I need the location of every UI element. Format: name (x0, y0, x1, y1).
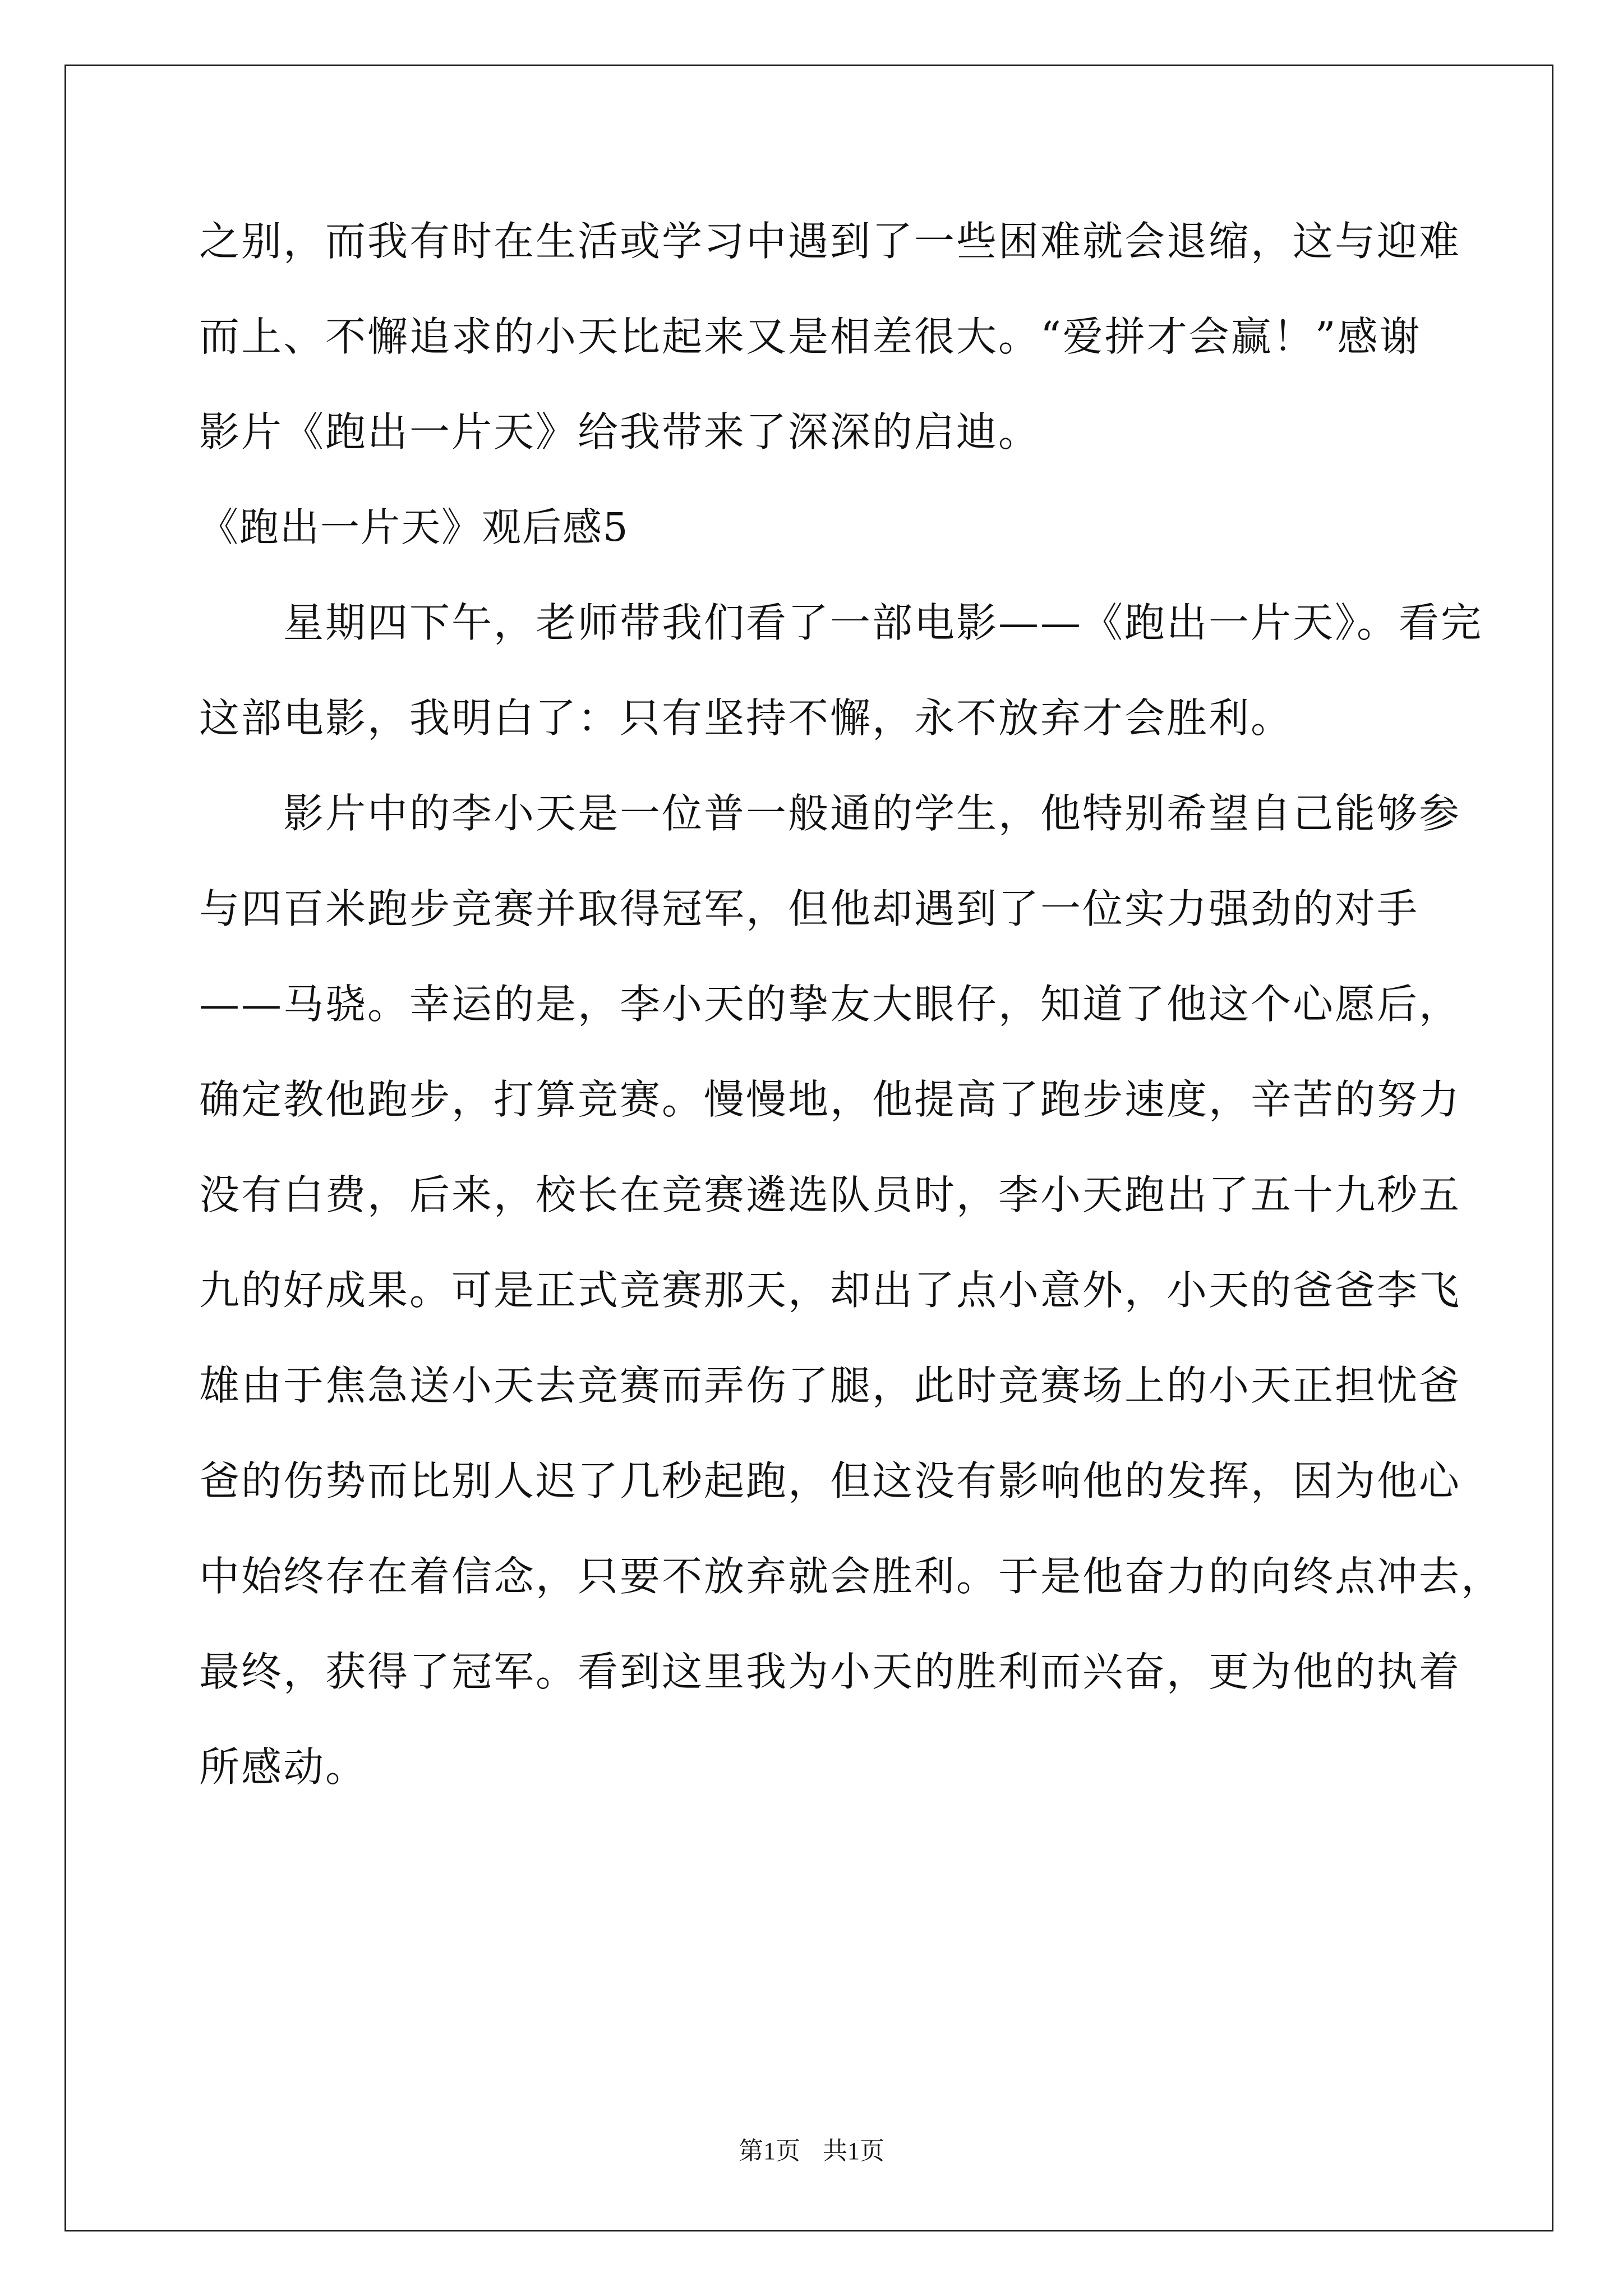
paragraph-line: 影片中的李小天是一位普一般通的学生，他特别希望自己能够参 (199, 790, 1461, 837)
paragraph-line: ——马骁。幸运的是，李小天的挚友大眼仔，知道了他这个心愿后， (199, 981, 1461, 1028)
paragraph-line: 雄由于焦急送小天去竞赛而弄伤了腿，此时竞赛场上的小天正担忧爸 (199, 1362, 1461, 1409)
page-footer (0, 2134, 1623, 2168)
paragraph-line: 这部电影，我明白了：只有坚持不懈，永不放弃才会胜利。 (199, 694, 1293, 742)
paragraph-line: 没有白费，后来，校长在竞赛遴选队员时，李小天跑出了五十九秒五 (199, 1171, 1461, 1218)
paragraph-line: 最终，获得了冠军。看到这里我为小天的胜利而兴奋，更为他的执着 (199, 1648, 1461, 1695)
paragraph-line: 与四百米跑步竞赛并取得冠军，但他却遇到了一位实力强劲的对手 (199, 885, 1419, 932)
text-line: 影片《跑出一片天》给我带来了深深的启迪。 (199, 408, 1041, 455)
paragraph-line: 星期四下午，老师带我们看了一部电影——《跑出一片天》。看完 (199, 599, 1483, 646)
paragraph-line: 中始终存在着信念，只要不放弃就会胜利。于是他奋力的向终点冲去， (199, 1553, 1504, 1600)
page-number-current: 第1页 (739, 2137, 800, 2165)
paragraph-line: 确定教他跑步，打算竞赛。慢慢地，他提高了跑步速度，辛苦的努力 (199, 1076, 1461, 1123)
text-line: 之别，而我有时在生活或学习中遇到了一些困难就会退缩，这与迎难 (199, 218, 1461, 265)
paragraph-line: 爸的伤势而比别人迟了几秒起跑，但这没有影响他的发挥，因为他心 (199, 1457, 1461, 1504)
paragraph-line: 所感动。 (199, 1743, 368, 1791)
page-number-total: 共1页 (823, 2137, 884, 2165)
paragraph-line: 九的好成果。可是正式竞赛那天，却出了点小意外，小天的爸爸李飞 (199, 1267, 1461, 1314)
section-title: 《跑出一片天》观后感5 (199, 504, 629, 550)
text-line: 而上、不懈追求的小天比起来又是相差很大。“爱拼才会赢！”感谢 (199, 313, 1422, 360)
page-frame (64, 65, 1553, 2231)
